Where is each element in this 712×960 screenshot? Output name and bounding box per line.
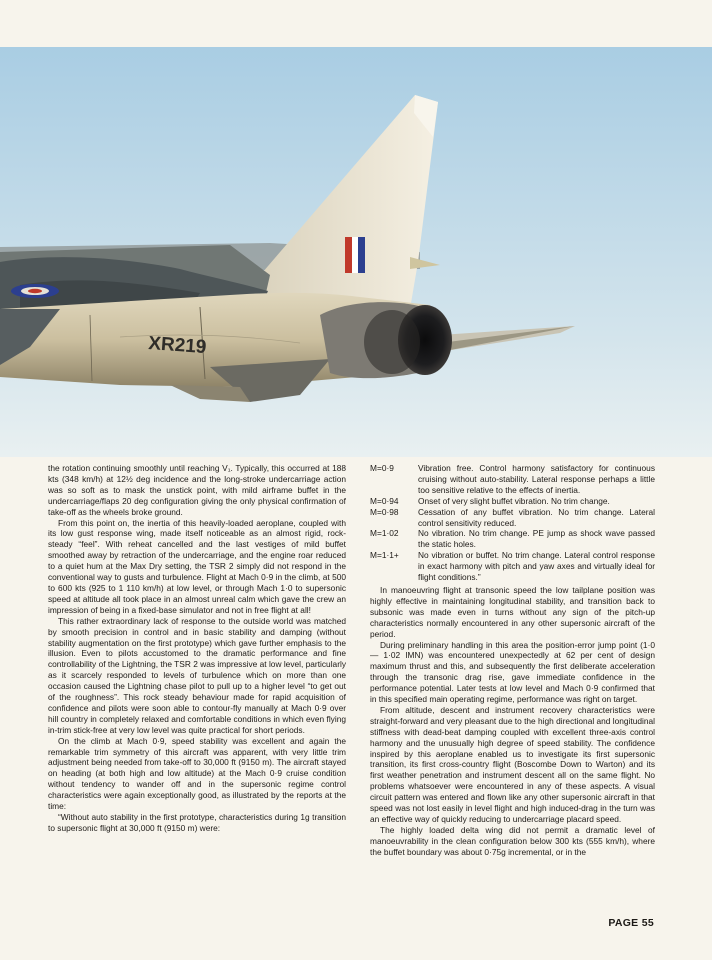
mach-description: Onset of very slight buffet vibration. No trim change. — [418, 495, 610, 506]
mach-description: Cessation of any buffet vibration. No trim change. Lateral control sensitivity reduced. — [418, 506, 655, 528]
right-column — [370, 463, 655, 858]
table-row — [370, 528, 655, 550]
paragraph: In manoeuvring flight at transonic speed the low tailplane position was highly effective in maintaining longitudinal stability, and transition back to subsonic was made even in turns without any sign of the pitch-up characteristics normally encountered in any other supersonic aircraft of the period. — [370, 584, 655, 639]
mach-description: No vibration. No trim change. PE jump as shock wave passed the static holes. — [418, 528, 655, 550]
mach-number: M=1·02 — [370, 528, 399, 539]
aircraft-serial: XR219 — [147, 333, 208, 359]
mach-description: Vibration free. Control harmony satisfactory for continuous cruising without auto-stability. Lateral response perhaps a little too sensitive relative to the effects of inertia. — [418, 463, 655, 495]
mach-description: No vibration or buffet. No trim change. Lateral control response in exact harmony with pitch and yaw axes and virtually ideal for flight conditions.” — [418, 550, 655, 583]
table-row — [370, 507, 655, 529]
quote-paragraph: “Without auto stability in the first prototype, characteristics during 1g transition to supersonic flight at 30,000 ft (9150 m) were: — [48, 812, 346, 833]
paragraph: the rotation continuing smoothly until reaching V₁. Typically, this occurred at 188 kts (348 km/h) at 12½ deg incidence and the long-stroke undercarriage action was so soft as to mask the unstick point, with mild airframe buffet in the undercarriage/flaps 20 deg configuration giving the only physical confirmation of take-off as the wheels broke ground. — [48, 463, 346, 517]
paragraph: From altitude, descent and instrument recovery characteristics were straight-forward and very pleasant due to the high directional and longitudinal stiffness with dead-beat damping coupled with excellent three-axis control harmony and the unusually high degree of speed stability. The confidence inspired by this aeroplane enabled us to investigate its first supersonic transition, its first cross-country flight (Boscombe Down to Warton) and its first weather penetration and instrument descent all on the same flight. No problems whatsoever were encountered in any of these aspects. A visual circuit pattern was entered and flown like any other supersonic aircraft in that speed was not lost easily in level flight and high induced-drag in the turn was an effective way of quickly reducing to undercarriage placard speed. — [370, 704, 655, 824]
paragraph: This rather extraordinary lack of response to the outside world was matched by smooth precision in control and in basic stability and damping (without stability augmentation on the first prototype) which gave further emphasis to the illusion. Even to pilots accustomed to the dramatic performance and fine controllability of the Lightning, the TSR 2 was impressive at low level, particularly as it scarcely responded to levels of turbulence which on more than one occasion caused the Lightning chase pilot to pull up to a higher level “to get out of the roughness”. This rock steady behaviour made for rapid acquisition of confidence and pilots were soon able to contour-fly manually at Mach 0·9 over hill country in completely relaxed and comfortable conditions in which even flying in-trim stick-free at very low level was quite practical for short periods. — [48, 615, 346, 735]
mach-number: M=1·1+ — [370, 550, 399, 561]
paragraph: During preliminary handling in this area the position-error jump point (1·0 — 1·02 IMN) was encountered unexpectedly at 62 per cent of design maximum thrust and this, and subsequently the first deliberate acceleration through the transonic drag rise, gave immediate confidence in the performance potential. Later tests at low level and Mach 0·9 confirmed that in this specified main operating regime, performance was right on target. — [370, 639, 655, 705]
table-row — [370, 463, 655, 496]
mach-number: M=0·9 — [370, 463, 394, 473]
mach-characteristics-table — [370, 463, 655, 583]
mach-number: M=0·94 — [370, 495, 399, 506]
left-column — [48, 463, 346, 834]
table-row — [370, 496, 655, 507]
paragraph: The highly loaded delta wing did not permit a dramatic level of manoeuvrability in the clean configuration below 300 kts (555 km/h), where the buffet boundary was about 0·75g incremental, or in the — [370, 824, 655, 857]
tsr2-illustration — [0, 47, 712, 457]
paragraph: From this point on, the inertia of this heavily-loaded aeroplane, coupled with its low gust response wing, made itself noticeable as an almost rigid, rock-steady “feel”. With reheat cancelled and the last vestiges of mild buffet smoothed away by retraction of the undercarriage, and the engine roar reduced to a quiet hum at the Max Dry setting, the TSR 2 simply did not respond in the conventional way to gusts and turbulence. Flight at Mach 0·9 in the climb, at 500 to 600 kts (925 to 1 110 km/h) at low level, or through Mach 1·0 to supersonic speed at altitude all took place in an almost unreal calm which gave the crew an impression of being in a fixed-base simulator and not in free flight at all! — [48, 517, 346, 615]
mach-number: M=0·98 — [370, 506, 399, 517]
table-row — [370, 550, 655, 583]
fin-flash — [345, 237, 365, 273]
paragraph: On the climb at Mach 0·9, speed stability was excellent and again the remarkable trim symmetry of this aircraft was apparent, with very little trim adjustment being needed from take-off to 30,000 ft (9150 m). The aircraft stayed on heading (at both high and low altitude) at the Mach 0·9 cruise condition without tendency to wander off and in the supersonic regime control characteristics were again exceptionally good, as illustrated by the reports at the time: — [48, 735, 346, 812]
page-number: PAGE 55 — [608, 917, 654, 929]
wing-roundel — [11, 284, 59, 298]
aircraft-photo — [0, 47, 712, 457]
